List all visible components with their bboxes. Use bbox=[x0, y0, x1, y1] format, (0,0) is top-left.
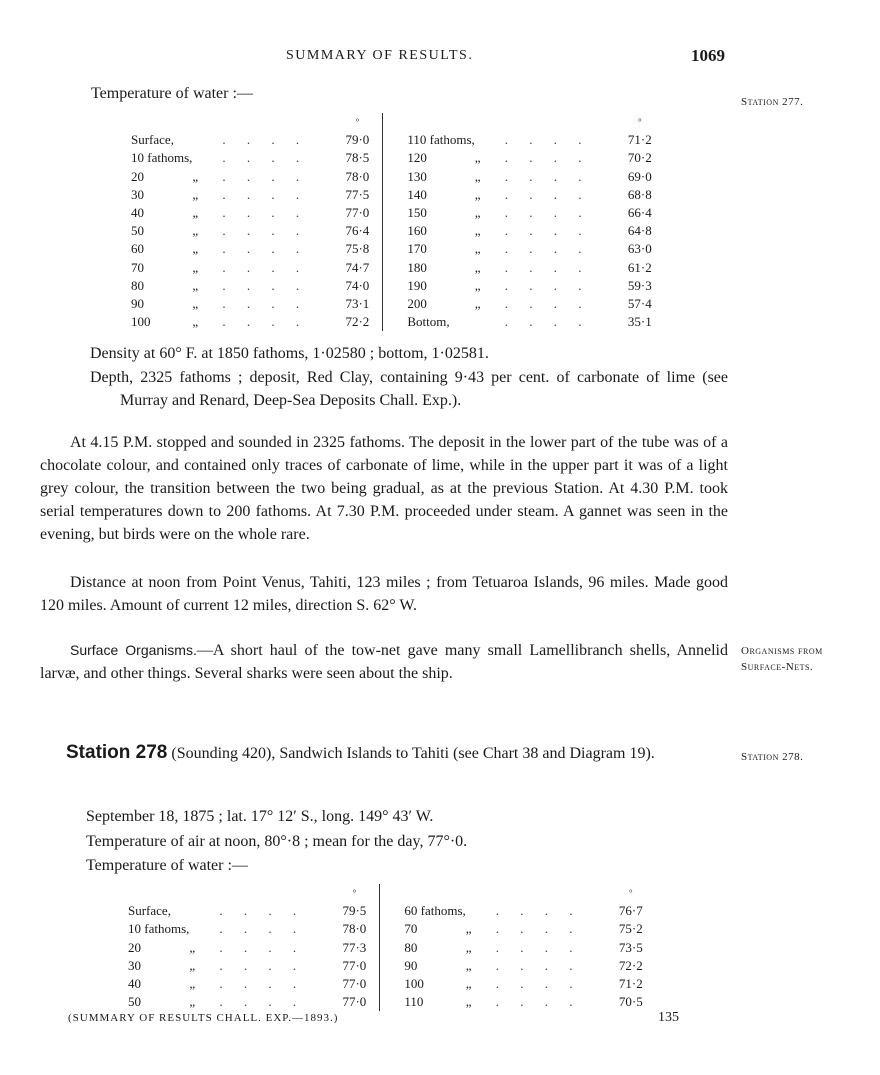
depth-cell: 60 bbox=[131, 241, 144, 257]
unit-cell: „ bbox=[192, 186, 199, 202]
column-divider bbox=[383, 313, 408, 331]
density-line: Density at 60° F. at 1850 fathoms, 1·02580 ; bottom, 1·02581. bbox=[90, 345, 489, 362]
column-divider bbox=[380, 957, 405, 975]
temperature-cell: 77·0 bbox=[342, 994, 367, 1010]
leader-dots: . . . . bbox=[504, 241, 591, 257]
depth-cell: 10 fathoms, bbox=[128, 921, 190, 937]
depth-cell: 50 bbox=[128, 994, 141, 1010]
temperature-cell: 77·0 bbox=[345, 205, 370, 220]
temperature-cell: 75·8 bbox=[345, 241, 370, 257]
margin-note-organisms: Organisms from Surface-Nets. bbox=[741, 645, 823, 673]
temperature-cell: 71·2 bbox=[618, 976, 643, 991]
footer-signature: 135 bbox=[658, 1010, 679, 1025]
surface-organisms-paragraph bbox=[40, 639, 728, 685]
leader-dots: . . . . bbox=[219, 939, 306, 955]
depth-cell: 110 fathoms, bbox=[407, 132, 475, 148]
leader-dots: . . . . bbox=[222, 277, 309, 293]
column-divider bbox=[383, 295, 408, 313]
column-divider bbox=[380, 975, 405, 993]
depth-cell: 10 fathoms, bbox=[131, 150, 193, 166]
leader-dots: . . . . bbox=[222, 259, 309, 275]
margin-note-station-277: Station 277. bbox=[741, 96, 804, 108]
column-divider bbox=[380, 902, 405, 920]
depth-cell: 50 bbox=[131, 223, 144, 239]
leader-dots: . . . . bbox=[504, 223, 591, 239]
leader-dots: . . . . bbox=[504, 277, 591, 293]
temperature-cell: 74·7 bbox=[345, 259, 370, 275]
leader-dots: . . . . bbox=[504, 168, 591, 184]
depth-cell: 40 bbox=[128, 976, 141, 991]
unit-cell: „ bbox=[474, 241, 481, 257]
depth-cell: 160 bbox=[407, 223, 427, 239]
unit-cell: „ bbox=[474, 168, 481, 184]
leader-dots: . . . . bbox=[495, 994, 582, 1010]
unit-cell: „ bbox=[192, 259, 199, 275]
depth-cell: 40 bbox=[131, 205, 144, 220]
distance-paragraph: Distance at noon from Point Venus, Tahiti, 123 miles ; from Tetuaroa Islands, 96 miles. Made good 120 miles. Amount of current 12 miles, direction S. 62° W. bbox=[40, 574, 728, 614]
unit-cell: „ bbox=[192, 223, 199, 239]
depth-cell: 80 bbox=[131, 277, 144, 293]
leader-dots: . . . . bbox=[219, 903, 306, 919]
depth-cell: 30 bbox=[131, 186, 144, 202]
leader-dots: . . . . bbox=[222, 186, 309, 202]
leader-dots: . . . . bbox=[504, 132, 591, 148]
leader-dots: . . . . bbox=[222, 132, 309, 148]
temperature-cell: 78·0 bbox=[342, 921, 367, 937]
temp-table-row bbox=[128, 920, 656, 938]
temperature-cell: 77·0 bbox=[342, 976, 367, 991]
station-278-date-line: September 18, 1875 ; lat. 17° 12′ S., long. 149° 43′ W. bbox=[86, 808, 434, 825]
leader-dots: . . . . bbox=[222, 296, 309, 312]
leader-dots: . . . . bbox=[495, 976, 582, 991]
temperature-cell: 35·1 bbox=[627, 314, 652, 330]
temperature-cell: 75·2 bbox=[618, 921, 643, 937]
unit-cell: „ bbox=[192, 296, 199, 312]
depth-cell: 170 bbox=[407, 241, 427, 257]
leader-dots: . . . . bbox=[504, 314, 591, 330]
depth-cell: 100 bbox=[131, 314, 151, 330]
leader-dots: . . . . bbox=[219, 921, 306, 937]
depth-cell: Bottom, bbox=[407, 314, 450, 330]
water-temperature-label: Temperature of water :— bbox=[91, 85, 253, 102]
degree-mark: ° bbox=[637, 117, 642, 128]
depth-cell: Surface, bbox=[128, 903, 171, 919]
temperature-cell: 68·8 bbox=[627, 186, 652, 202]
temperature-cell: 70·5 bbox=[618, 994, 643, 1010]
temp-table-row bbox=[131, 168, 665, 186]
column-divider bbox=[383, 149, 408, 167]
unit-cell: „ bbox=[474, 223, 481, 239]
column-divider bbox=[383, 240, 408, 258]
temperature-cell: 64·8 bbox=[627, 223, 652, 239]
temperature-cell: 72·2 bbox=[345, 314, 370, 330]
surface-organisms-text: —A short haul of the tow-net gave many small Lamellibranch shells, Annelid larvæ, and other things. Several sharks were seen about the ship. bbox=[40, 642, 728, 682]
temperature-cell: 79·0 bbox=[345, 132, 370, 148]
unit-cell: „ bbox=[192, 168, 199, 184]
depth-cell: 180 bbox=[407, 259, 427, 275]
temperature-cell: 70·2 bbox=[627, 150, 652, 166]
unit-cell: „ bbox=[465, 976, 472, 991]
temp-table-row bbox=[128, 957, 656, 975]
temp-table-row bbox=[128, 993, 656, 1011]
unit-cell bbox=[192, 131, 222, 149]
leader-dots: . . . . bbox=[222, 223, 309, 239]
temp-table-row bbox=[131, 222, 665, 240]
unit-cell: „ bbox=[192, 205, 199, 220]
temperature-cell: 76·4 bbox=[345, 223, 370, 239]
unit-cell: „ bbox=[189, 994, 196, 1010]
depth-cell: 100 bbox=[404, 976, 424, 991]
temp-table-row bbox=[131, 240, 665, 258]
leader-dots: . . . . bbox=[219, 957, 306, 973]
station-278-title: Station 278 bbox=[66, 742, 168, 763]
temperature-cell: 74·0 bbox=[345, 277, 370, 293]
unit-cell bbox=[475, 131, 505, 149]
leader-dots: . . . . bbox=[222, 205, 309, 220]
temperature-cell: 77·3 bbox=[342, 939, 367, 955]
temperature-cell: 71·2 bbox=[627, 132, 652, 148]
temperature-cell: 72·2 bbox=[618, 957, 643, 973]
leader-dots: . . . . bbox=[504, 205, 591, 220]
water-temperature-label-278: Temperature of water :— bbox=[86, 857, 248, 874]
margin-note-station-278: Station 278. bbox=[741, 751, 804, 763]
leader-dots: . . . . bbox=[495, 939, 582, 955]
narrative-paragraph: At 4.15 P.M. stopped and sounded in 2325 fathoms. The deposit in the lower part of the tube was of a chocolate colour, and contained only traces of carbonate of lime, while in the upper part it was of a light grey colour, the transition between the two being gradual, as at the previous Station. At 4.30 P.M. took serial temperatures down to 200 fathoms. At 7.30 P.M. proceeded under steam. A gannet was seen in the evening, but birds were on the whole rare. bbox=[40, 434, 728, 543]
depth-cell: 130 bbox=[407, 168, 427, 184]
unit-cell: „ bbox=[189, 939, 196, 955]
water-temperature-table-277 bbox=[131, 113, 665, 331]
leader-dots: . . . . bbox=[495, 921, 582, 937]
leader-dots: . . . . bbox=[219, 976, 306, 991]
unit-cell: „ bbox=[192, 314, 199, 330]
air-temperature-line: Temperature of air at noon, 80°·8 ; mean for the day, 77°·0. bbox=[86, 833, 468, 850]
temperature-cell: 78·0 bbox=[345, 168, 370, 184]
unit-cell: „ bbox=[189, 957, 196, 973]
temp-table-row bbox=[131, 149, 665, 167]
temperature-cell: 59·3 bbox=[627, 277, 652, 293]
unit-cell: „ bbox=[465, 994, 472, 1010]
depth-cell: 70 bbox=[131, 259, 144, 275]
column-divider bbox=[380, 993, 405, 1011]
unit-cell bbox=[475, 313, 505, 331]
unit-cell bbox=[192, 149, 222, 167]
temp-table-row bbox=[131, 259, 665, 277]
degree-mark: ° bbox=[628, 888, 633, 899]
temperature-cell: 61·2 bbox=[627, 259, 652, 275]
leader-dots: . . . . bbox=[504, 296, 591, 312]
column-divider bbox=[383, 204, 408, 222]
unit-cell: „ bbox=[192, 277, 199, 293]
depth-cell: 140 bbox=[407, 186, 427, 202]
temp-table-row bbox=[131, 131, 665, 149]
column-divider bbox=[383, 131, 408, 149]
column-divider bbox=[383, 186, 408, 204]
unit-cell: „ bbox=[474, 277, 481, 293]
depth-deposit-line: Depth, 2325 fathoms ; deposit, Red Clay, containing 9·43 per cent. of carbonate of lime (see Murray and Renard, Deep-Sea Deposits Chall. Exp.). bbox=[90, 369, 728, 409]
leader-dots: . . . . bbox=[222, 168, 309, 184]
unit-cell: „ bbox=[465, 921, 472, 937]
column-divider bbox=[383, 277, 408, 295]
temperature-cell: 79·5 bbox=[342, 903, 367, 919]
temp-table-row bbox=[131, 295, 665, 313]
water-temperature-table-278 bbox=[128, 884, 656, 1011]
unit-cell: „ bbox=[474, 259, 481, 275]
temp-table-row bbox=[131, 277, 665, 295]
leader-dots: . . . . bbox=[504, 259, 591, 275]
leader-dots: . . . . bbox=[495, 903, 582, 919]
temp-table-row bbox=[128, 975, 656, 993]
temp-table-row bbox=[128, 902, 656, 920]
temperature-cell: 73·5 bbox=[618, 939, 643, 955]
leader-dots: . . . . bbox=[222, 150, 309, 166]
temp-table bbox=[131, 113, 665, 331]
unit-cell bbox=[466, 902, 496, 920]
degree-mark: ° bbox=[352, 888, 357, 899]
page-number: 1069 bbox=[691, 46, 725, 65]
depth-cell: 70 bbox=[404, 921, 418, 937]
unit-cell: „ bbox=[474, 205, 481, 220]
temp-table bbox=[128, 884, 656, 1011]
depth-cell: 120 bbox=[407, 150, 427, 166]
depth-cell: 90 bbox=[404, 957, 418, 973]
temperature-cell: 57·4 bbox=[627, 296, 652, 312]
temperature-cell: 66·4 bbox=[627, 205, 652, 220]
degree-mark: ° bbox=[355, 117, 360, 128]
temperature-cell: 69·0 bbox=[627, 168, 652, 184]
depth-cell: 200 bbox=[407, 296, 427, 312]
unit-cell: „ bbox=[474, 296, 481, 312]
unit-cell bbox=[189, 920, 219, 938]
unit-cell: „ bbox=[192, 241, 199, 257]
station-278-subtitle: (Sounding 420), Sandwich Islands to Tahiti (see Chart 38 and Diagram 19). bbox=[167, 745, 655, 762]
column-divider bbox=[383, 259, 408, 277]
temperature-cell: 77·5 bbox=[345, 186, 370, 202]
temperature-cell: 78·5 bbox=[345, 150, 370, 166]
temperature-cell: 73·1 bbox=[345, 296, 370, 312]
leader-dots: . . . . bbox=[504, 186, 591, 202]
leader-dots: . . . . bbox=[504, 150, 591, 166]
temp-table-row bbox=[128, 939, 656, 957]
unit-cell: „ bbox=[189, 976, 196, 991]
depth-cell: Surface, bbox=[131, 132, 174, 148]
station-278-heading bbox=[40, 741, 730, 765]
temp-table-row bbox=[131, 186, 665, 204]
depth-cell: 90 bbox=[131, 296, 144, 312]
leader-dots: . . . . bbox=[222, 314, 309, 330]
leader-dots: . . . . bbox=[222, 241, 309, 257]
depth-cell: 30 bbox=[128, 957, 141, 973]
leader-dots: . . . . bbox=[219, 994, 306, 1010]
column-divider bbox=[383, 168, 408, 186]
temperature-cell: 63·0 bbox=[627, 241, 652, 257]
footer-note: (SUMMARY OF RESULTS CHALL. EXP.—1893.) bbox=[68, 1012, 339, 1024]
temp-table-row bbox=[131, 313, 665, 331]
depth-cell: 20 bbox=[131, 168, 144, 184]
column-divider bbox=[380, 939, 405, 957]
unit-cell: „ bbox=[465, 939, 472, 955]
leader-dots: . . . . bbox=[495, 957, 582, 973]
depth-cell: 80 bbox=[404, 939, 418, 955]
depth-cell: 190 bbox=[407, 277, 427, 293]
running-head: SUMMARY OF RESULTS. bbox=[286, 48, 474, 63]
temperature-cell: 76·7 bbox=[618, 903, 643, 919]
depth-cell: 150 bbox=[407, 205, 427, 220]
depth-cell: 60 fathoms, bbox=[404, 903, 466, 919]
unit-cell: „ bbox=[465, 957, 472, 973]
unit-cell bbox=[189, 902, 219, 920]
column-divider bbox=[380, 920, 405, 938]
surface-organisms-title: Surface Organisms. bbox=[70, 642, 197, 658]
temperature-cell: 77·0 bbox=[342, 957, 367, 973]
temp-table-row bbox=[131, 204, 665, 222]
depth-cell: 110 bbox=[404, 994, 424, 1010]
depth-cell: 20 bbox=[128, 939, 141, 955]
unit-cell: „ bbox=[474, 186, 481, 202]
column-divider bbox=[383, 222, 408, 240]
unit-cell: „ bbox=[474, 150, 481, 166]
